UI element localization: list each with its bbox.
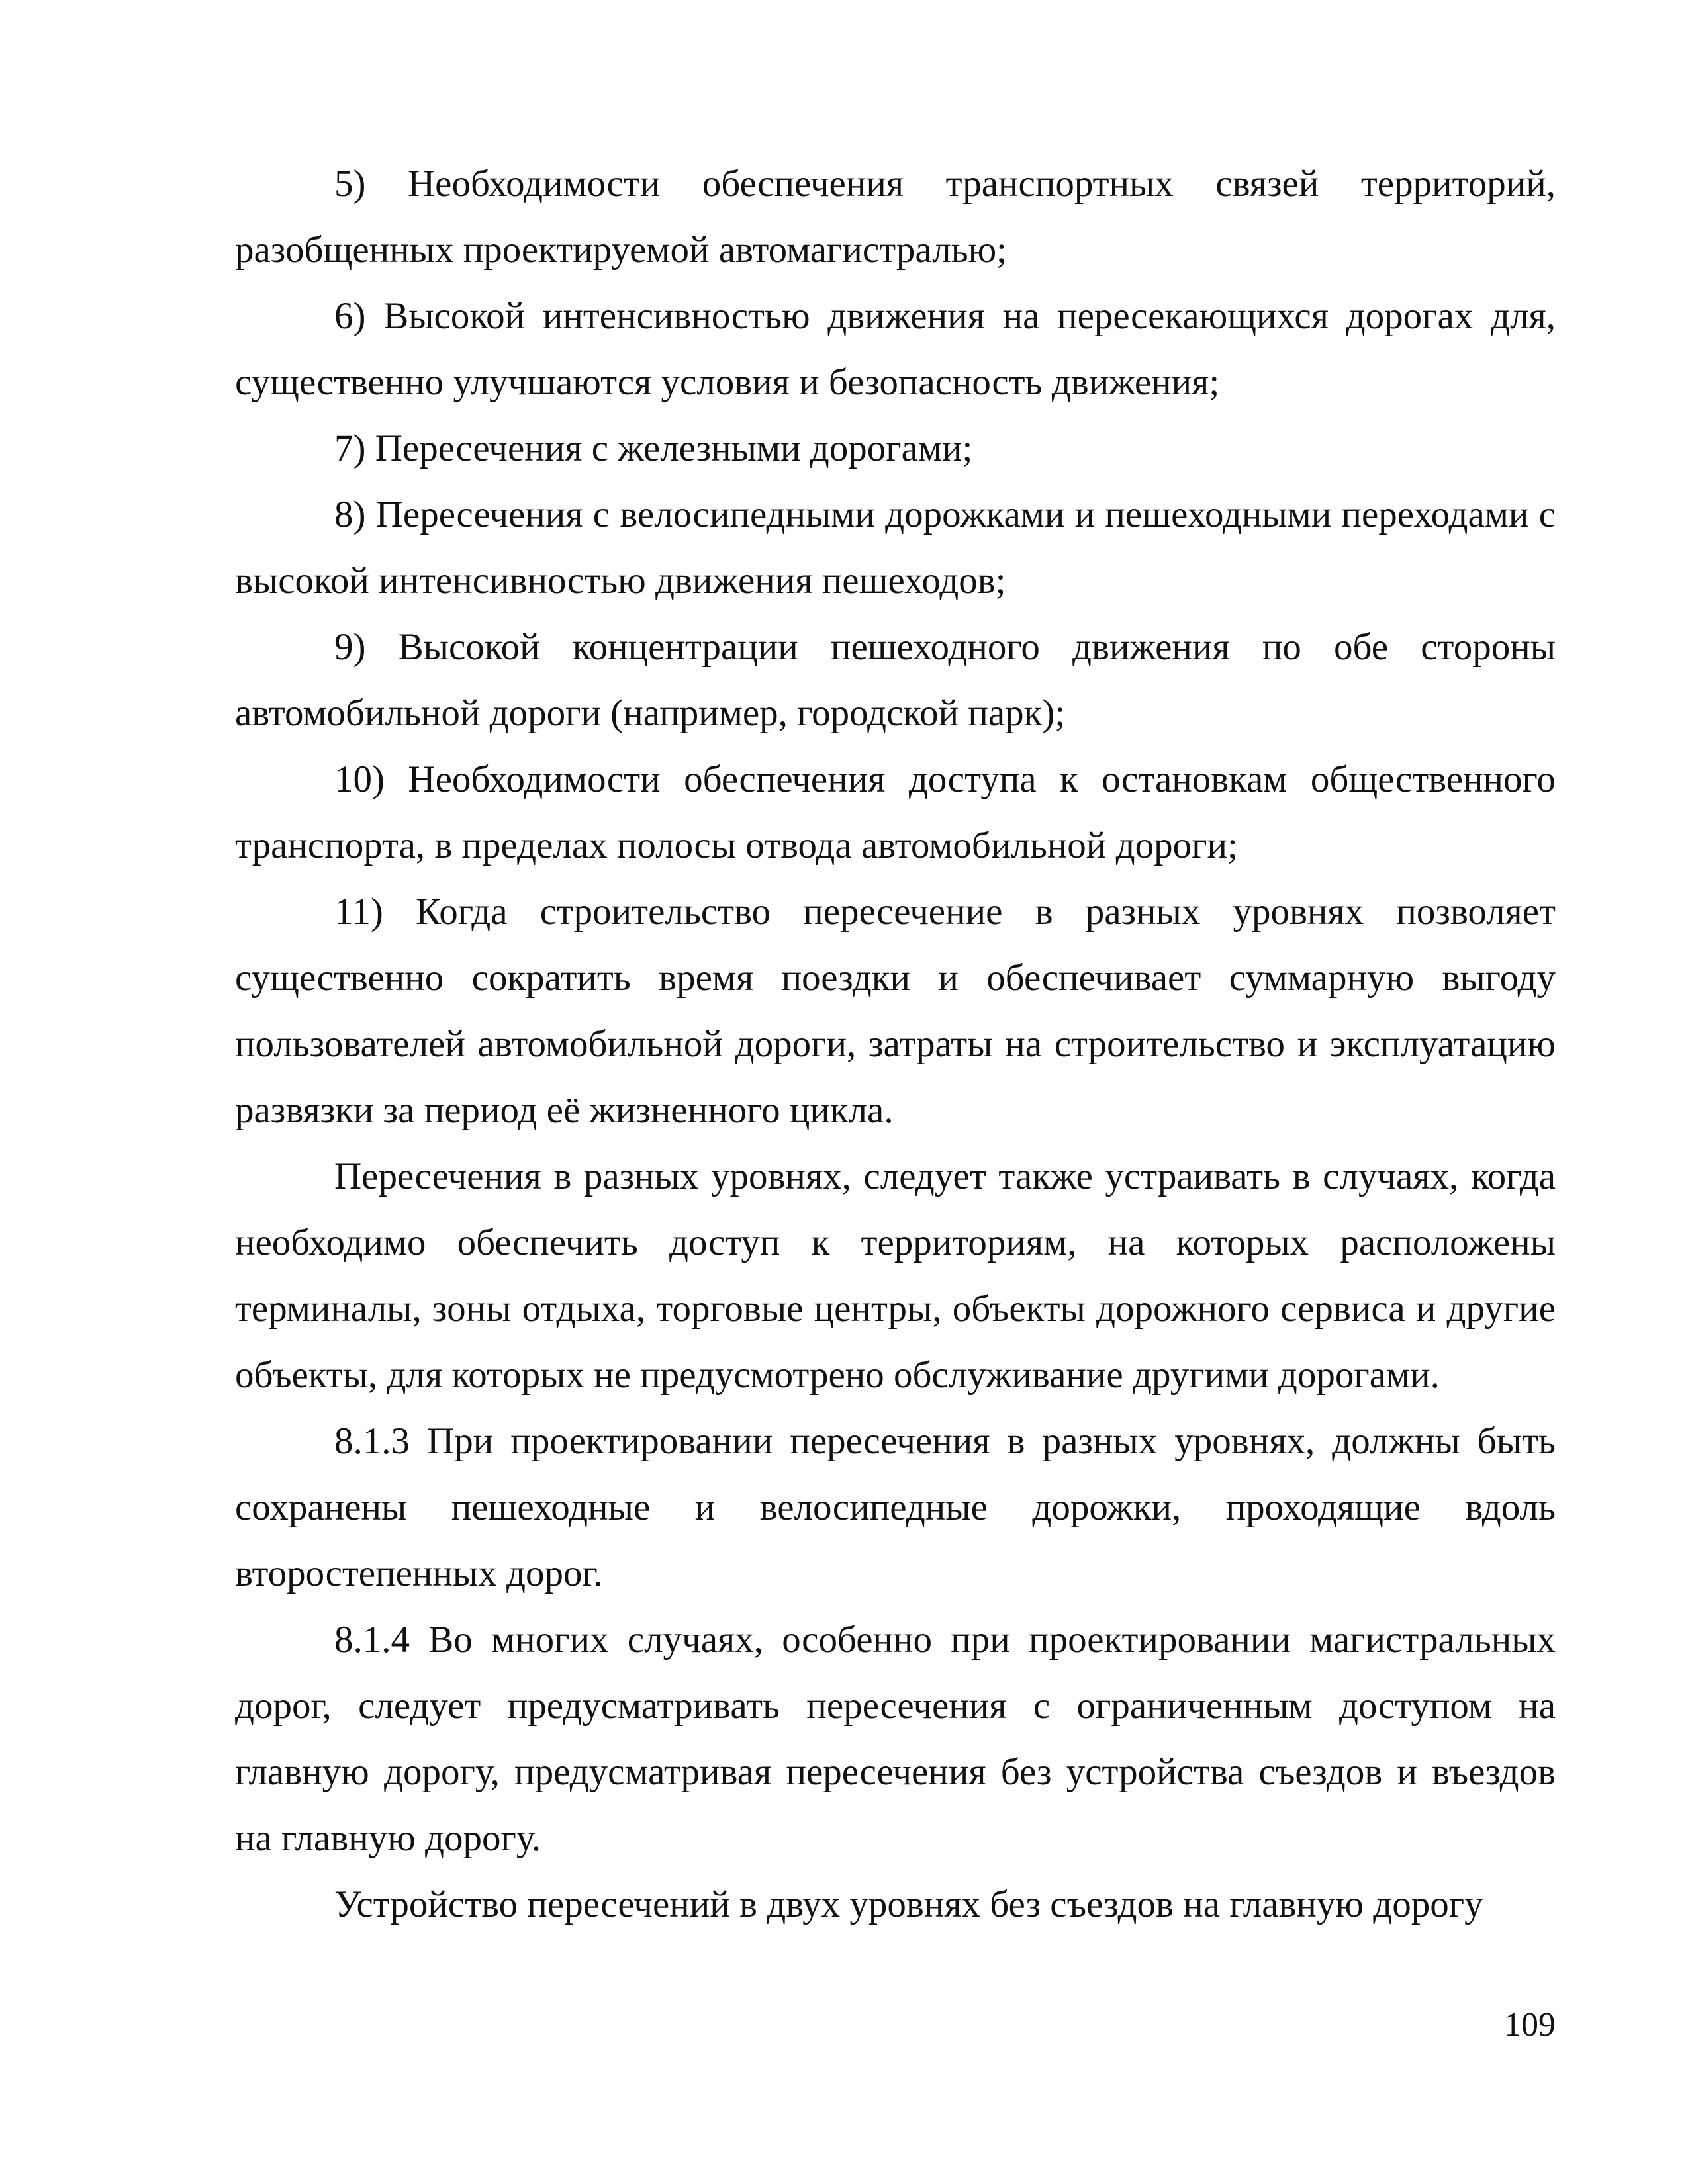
paragraph-intersections: Пересечения в разных уровнях, следует также устраивать в случаях, когда необходимо обеспечить доступ к территориям, на которых расположены терминалы, зоны отдыха, торговые центры, объекты дорожного сервиса и другие объекты, для которых не предусмотрено обслуживание другими дорогами. xyxy=(235,1156,1556,1396)
section-8-1-3: 8.1.3 При проектировании пересечения в разных уровнях, должны быть сохранены пешеходные и велосипедные дорожки, проходящие вдоль второстепенных дорог. xyxy=(235,1420,1556,1594)
document-body xyxy=(235,151,1556,1938)
list-item-10: 10) Необходимости обеспечения доступа к остановкам общественного транспорта, в пределах полосы отвода автомобильной дороги; xyxy=(235,758,1556,866)
list-item-11: 11) Когда строительство пересечение в разных уровнях позволяет существенно сократить время поездки и обеспечивает суммарную выгоду пользователей автомобильной дороги, затраты на строительство и эксплуатацию развязки за период её жизненного цикла. xyxy=(235,891,1556,1131)
section-8-1-4: 8.1.4 Во многих случаях, особенно при проектировании магистральных дорог, следует предусматривать пересечения с ограниченным доступом на главную дорогу, предусматривая пересечения без устройства съездов и въездов на главную дорогу. xyxy=(235,1619,1556,1859)
paragraph-two-level: Устройство пересечений в двух уровнях без съездов на главную дорогу xyxy=(334,1884,1483,1925)
page-number: 109 xyxy=(1504,2006,1556,2044)
list-item-9: 9) Высокой концентрации пешеходного движения по обе стороны автомобильной дороги (например, городской парк); xyxy=(235,626,1556,734)
list-item-7: 7) Пересечения с железными дорогами; xyxy=(334,428,973,469)
list-item-5: 5) Необходимости обеспечения транспортных связей территорий, разобщенных проектируемой автомагистралью; xyxy=(235,163,1556,271)
list-item-6: 6) Высокой интенсивностью движения на пересекающихся дорогах для, существенно улучшаются условия и безопасность движения; xyxy=(235,295,1556,403)
list-item-8: 8) Пересечения с велосипедными дорожками и пешеходными переходами с высокой интенсивностью движения пешеходов; xyxy=(235,494,1556,602)
